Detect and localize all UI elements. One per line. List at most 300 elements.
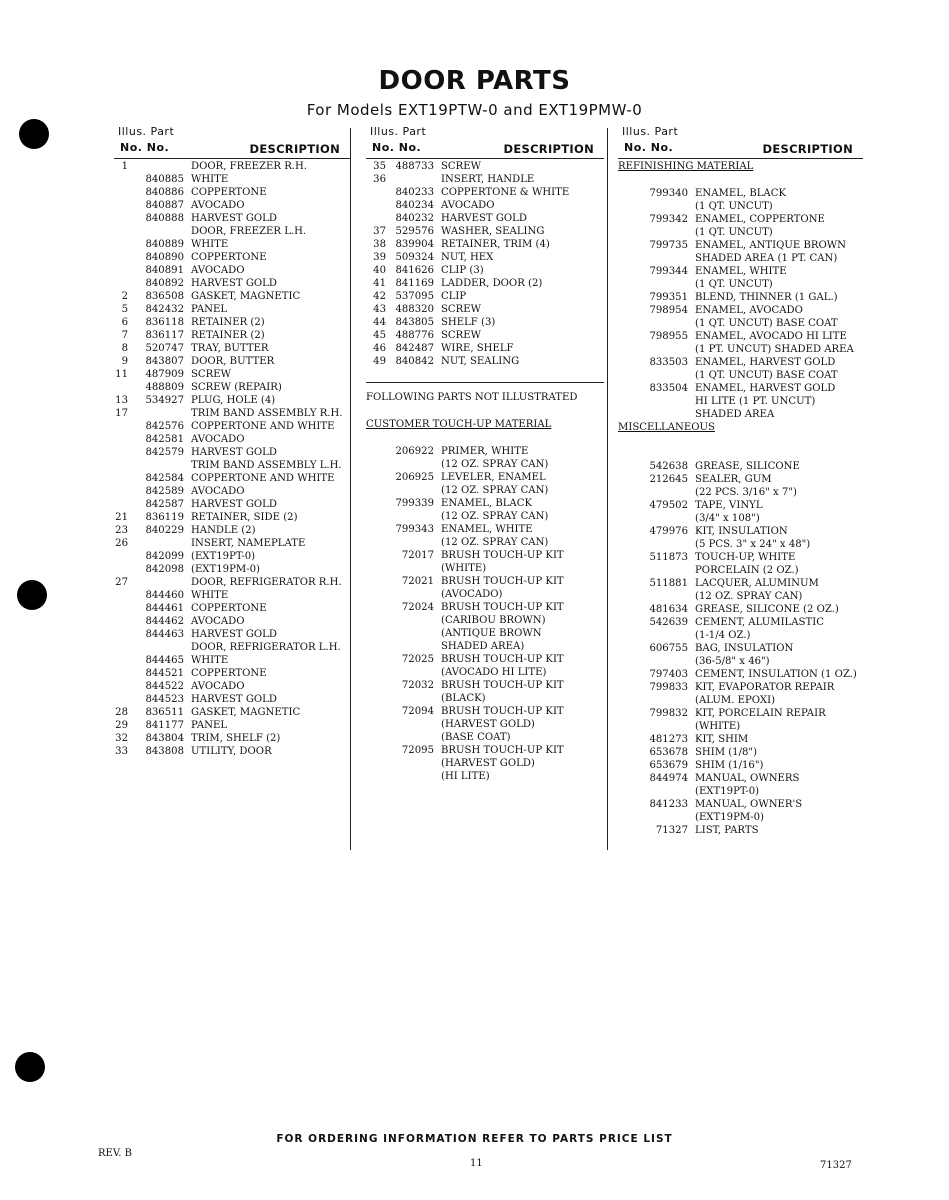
part-description: AVOCADO bbox=[191, 200, 245, 211]
part-row bbox=[114, 498, 350, 511]
part-description: (EXT19PT-0) bbox=[191, 551, 256, 562]
part-number bbox=[386, 627, 434, 640]
illus-number bbox=[114, 615, 128, 628]
section-heading-miscellaneous: MISCELLANEOUS bbox=[618, 422, 715, 433]
part-description: (1 QT. UNCUT) bbox=[695, 279, 773, 290]
illus-number bbox=[366, 718, 386, 731]
part-description: (12 OZ. SPRAY CAN) bbox=[441, 485, 549, 496]
illus-number bbox=[114, 589, 128, 602]
part-description: SCREW (REPAIR) bbox=[191, 382, 282, 393]
part-row bbox=[114, 680, 350, 693]
part-description: DOOR, BUTTER bbox=[191, 356, 275, 367]
part-description: RETAINER (2) bbox=[191, 330, 265, 341]
part-description: AVOCADO bbox=[191, 681, 245, 692]
illus-number: 36 bbox=[373, 174, 386, 185]
part-row bbox=[618, 616, 863, 629]
part-row bbox=[366, 264, 604, 277]
part-description: KIT, INSULATION bbox=[695, 526, 788, 537]
part-description: ENAMEL, COPPERTONE bbox=[695, 214, 825, 225]
part-description: HARVEST GOLD bbox=[191, 213, 277, 224]
illus-number bbox=[366, 186, 386, 199]
part-row bbox=[618, 499, 863, 512]
part-description: SHADED AREA (1 PT. CAN) bbox=[695, 253, 838, 264]
parts-list bbox=[366, 445, 604, 783]
part-row bbox=[366, 705, 604, 718]
part-row bbox=[618, 798, 863, 811]
section-heading-refinishing: REFINISHING MATERIAL bbox=[618, 161, 754, 172]
illus-number bbox=[366, 627, 386, 640]
part-number bbox=[618, 590, 688, 603]
part-description: LEVELER, ENAMEL bbox=[441, 472, 546, 483]
part-description: GASKET, MAGNETIC bbox=[191, 291, 301, 302]
part-description: AVOCADO bbox=[191, 265, 245, 276]
spacer bbox=[618, 434, 863, 460]
part-row bbox=[114, 186, 350, 199]
illus-number bbox=[366, 614, 386, 627]
part-row bbox=[366, 510, 604, 523]
part-row bbox=[618, 733, 863, 746]
part-row bbox=[618, 239, 863, 252]
illus-number: 43 bbox=[373, 304, 386, 315]
part-description: COPPERTONE bbox=[191, 252, 267, 263]
part-description: (EXT19PM-0) bbox=[695, 812, 764, 823]
part-description: BAG, INSULATION bbox=[695, 643, 794, 654]
illus-number: 35 bbox=[373, 161, 386, 172]
parts-column-2 bbox=[366, 124, 604, 783]
part-description: RETAINER, SIDE (2) bbox=[191, 512, 298, 523]
part-number bbox=[618, 629, 688, 642]
document-code: 71327 bbox=[820, 1160, 852, 1171]
part-row bbox=[114, 225, 350, 238]
part-description: (ALUM. EPOXI) bbox=[695, 695, 776, 706]
illus-number bbox=[114, 199, 128, 212]
part-number: 841169 bbox=[395, 278, 434, 289]
part-description: SHADED AREA bbox=[695, 409, 775, 420]
part-number: 798955 bbox=[649, 331, 688, 342]
part-description: BRUSH TOUCH-UP KIT bbox=[441, 706, 564, 717]
part-number bbox=[128, 407, 184, 420]
part-row bbox=[366, 238, 604, 251]
illus-number bbox=[114, 264, 128, 277]
part-row bbox=[114, 628, 350, 641]
part-number: 844523 bbox=[145, 694, 184, 705]
part-row bbox=[618, 252, 863, 265]
illus-number bbox=[366, 731, 386, 744]
part-row bbox=[366, 744, 604, 757]
part-number: 212645 bbox=[649, 474, 688, 485]
part-description: NUT, SEALING bbox=[441, 356, 520, 367]
part-description: COPPERTONE bbox=[191, 668, 267, 679]
part-description: DOOR, REFRIGERATOR L.H. bbox=[191, 642, 341, 653]
part-description: PANEL bbox=[191, 304, 228, 315]
illus-number bbox=[114, 381, 128, 394]
illus-number bbox=[366, 640, 386, 653]
part-description: BRUSH TOUCH-UP KIT bbox=[441, 550, 564, 561]
revision-label: REV. B bbox=[98, 1148, 133, 1159]
part-description: (ANTIQUE BROWN bbox=[441, 628, 542, 639]
illus-number bbox=[366, 199, 386, 212]
part-description: TRIM BAND ASSEMBLY R.H. bbox=[191, 408, 343, 419]
part-description: PRIMER, WHITE bbox=[441, 446, 529, 457]
part-row bbox=[114, 615, 350, 628]
part-row bbox=[114, 589, 350, 602]
part-number bbox=[618, 538, 688, 551]
part-row bbox=[366, 549, 604, 562]
part-description: SHIM (1/8") bbox=[695, 747, 758, 758]
part-number: 799832 bbox=[649, 708, 688, 719]
part-row bbox=[114, 316, 350, 329]
part-description: WIRE, SHELF bbox=[441, 343, 514, 354]
part-description: WHITE bbox=[191, 590, 229, 601]
part-row bbox=[114, 277, 350, 290]
not-illustrated-notice: FOLLOWING PARTS NOT ILLUSTRATED bbox=[366, 392, 578, 403]
part-number bbox=[386, 614, 434, 627]
part-number: 844521 bbox=[145, 668, 184, 679]
part-row bbox=[618, 551, 863, 564]
part-number: 842432 bbox=[145, 304, 184, 315]
part-number: 842098 bbox=[145, 564, 184, 575]
illus-number: 7 bbox=[121, 330, 128, 341]
illus-number bbox=[366, 601, 386, 614]
description-label: DESCRIPTION bbox=[503, 142, 594, 156]
no-no-label: No. No. bbox=[372, 141, 422, 154]
part-number: 799735 bbox=[649, 240, 688, 251]
illus-number bbox=[114, 680, 128, 693]
part-description: (1-1/4 OZ.) bbox=[695, 630, 751, 641]
part-row bbox=[618, 759, 863, 772]
part-number: 799344 bbox=[649, 266, 688, 277]
part-row bbox=[114, 472, 350, 485]
illus-number bbox=[114, 485, 128, 498]
part-row bbox=[114, 459, 350, 472]
part-number bbox=[618, 512, 688, 525]
illus-number bbox=[114, 563, 128, 576]
part-number: 534927 bbox=[145, 395, 184, 406]
part-description: NUT, HEX bbox=[441, 252, 494, 263]
illus-part-label: Illus. Part bbox=[370, 125, 427, 138]
part-description: KIT, SHIM bbox=[695, 734, 749, 745]
parts-list bbox=[618, 460, 863, 837]
part-number: 72095 bbox=[401, 745, 434, 756]
part-number: 488733 bbox=[395, 161, 434, 172]
part-number: 799343 bbox=[395, 524, 434, 535]
part-description: DOOR, REFRIGERATOR R.H. bbox=[191, 577, 342, 588]
part-row bbox=[114, 368, 350, 381]
part-description: (1 PT. UNCUT) SHADED AREA bbox=[695, 344, 854, 355]
part-row bbox=[618, 317, 863, 330]
no-no-label: No. No. bbox=[624, 141, 674, 154]
part-number: 542639 bbox=[649, 617, 688, 628]
part-row bbox=[366, 770, 604, 783]
illus-number: 41 bbox=[373, 278, 386, 289]
part-row bbox=[618, 226, 863, 239]
part-number bbox=[128, 225, 184, 238]
part-number: 844461 bbox=[145, 603, 184, 614]
illus-number: 40 bbox=[373, 265, 386, 276]
part-description: WHITE bbox=[191, 174, 229, 185]
part-number: 843807 bbox=[145, 356, 184, 367]
part-row bbox=[114, 342, 350, 355]
part-description: LACQUER, ALUMINUM bbox=[695, 578, 819, 589]
part-description: CEMENT, INSULATION (1 OZ.) bbox=[695, 669, 857, 680]
part-number bbox=[386, 484, 434, 497]
part-number: 842581 bbox=[145, 434, 184, 445]
part-row bbox=[618, 642, 863, 655]
part-row bbox=[618, 668, 863, 681]
part-number bbox=[618, 564, 688, 577]
part-description: ENAMEL, AVOCADO bbox=[695, 305, 803, 316]
part-description: WHITE bbox=[191, 655, 229, 666]
part-row bbox=[114, 576, 350, 589]
part-description: BRUSH TOUCH-UP KIT bbox=[441, 745, 564, 756]
part-description: LIST, PARTS bbox=[695, 825, 759, 836]
part-row bbox=[114, 264, 350, 277]
part-number: 799342 bbox=[649, 214, 688, 225]
part-number: 606755 bbox=[649, 643, 688, 654]
illus-number: 38 bbox=[373, 239, 386, 250]
illus-number bbox=[114, 446, 128, 459]
part-description: ENAMEL, BLACK bbox=[441, 498, 532, 509]
part-description: (12 OZ. SPRAY CAN) bbox=[441, 537, 549, 548]
part-number bbox=[618, 226, 688, 239]
part-number: 844460 bbox=[145, 590, 184, 601]
part-description: COPPERTONE AND WHITE bbox=[191, 421, 335, 432]
illus-number bbox=[366, 744, 386, 757]
illus-number bbox=[366, 562, 386, 575]
part-description: SCREW bbox=[441, 161, 481, 172]
part-number: 481634 bbox=[649, 604, 688, 615]
illus-number: 26 bbox=[115, 538, 128, 549]
part-row bbox=[114, 654, 350, 667]
part-row bbox=[618, 629, 863, 642]
part-description: SCREW bbox=[441, 304, 481, 315]
illus-number bbox=[114, 225, 128, 238]
part-row bbox=[114, 485, 350, 498]
part-description: RETAINER, TRIM (4) bbox=[441, 239, 550, 250]
part-description: INSERT, NAMEPLATE bbox=[191, 538, 306, 549]
part-description: SCREW bbox=[191, 369, 231, 380]
illus-number: 37 bbox=[373, 226, 386, 237]
part-number: 841177 bbox=[145, 720, 184, 731]
part-row bbox=[114, 290, 350, 303]
part-number: 836119 bbox=[145, 512, 184, 523]
illus-number bbox=[366, 549, 386, 562]
part-description: ENAMEL, HARVEST GOLD bbox=[695, 357, 836, 368]
illus-number: 28 bbox=[115, 707, 128, 718]
part-description: (12 OZ. SPRAY CAN) bbox=[441, 459, 549, 470]
part-description: (AVOCADO) bbox=[441, 589, 503, 600]
illus-number bbox=[114, 498, 128, 511]
part-number: 487909 bbox=[145, 369, 184, 380]
illus-number bbox=[366, 212, 386, 225]
illus-number bbox=[366, 692, 386, 705]
part-number: 840229 bbox=[145, 525, 184, 536]
part-row bbox=[366, 199, 604, 212]
part-number: 479976 bbox=[649, 526, 688, 537]
illus-number bbox=[366, 510, 386, 523]
part-row bbox=[618, 278, 863, 291]
part-row bbox=[618, 265, 863, 278]
part-number: 836118 bbox=[145, 317, 184, 328]
no-no-label: No. No. bbox=[120, 141, 170, 154]
part-row bbox=[366, 731, 604, 744]
part-number: 843805 bbox=[395, 317, 434, 328]
illus-number bbox=[114, 602, 128, 615]
part-description: UTILITY, DOOR bbox=[191, 746, 272, 757]
part-description: HI LITE (1 PT. UNCUT) bbox=[695, 396, 816, 407]
illus-number: 21 bbox=[115, 512, 128, 523]
illus-number bbox=[366, 770, 386, 783]
part-description: DOOR, FREEZER L.H. bbox=[191, 226, 307, 237]
part-number: 842099 bbox=[145, 551, 184, 562]
part-number bbox=[386, 757, 434, 770]
part-number: 799339 bbox=[395, 498, 434, 509]
binder-hole-middle bbox=[17, 580, 47, 610]
part-row bbox=[114, 251, 350, 264]
parts-column-1 bbox=[114, 124, 350, 758]
part-row bbox=[114, 329, 350, 342]
part-row bbox=[618, 538, 863, 551]
part-description: PANEL bbox=[191, 720, 228, 731]
part-description: HARVEST GOLD bbox=[441, 213, 527, 224]
part-row bbox=[366, 186, 604, 199]
illus-number: 27 bbox=[115, 577, 128, 588]
part-row bbox=[366, 484, 604, 497]
part-row bbox=[618, 590, 863, 603]
illus-number bbox=[366, 588, 386, 601]
part-number: 206922 bbox=[395, 446, 434, 457]
part-row bbox=[114, 407, 350, 420]
part-row bbox=[618, 785, 863, 798]
part-description: HARVEST GOLD bbox=[191, 629, 277, 640]
part-number bbox=[128, 459, 184, 472]
part-row bbox=[114, 303, 350, 316]
part-number: 653678 bbox=[649, 747, 688, 758]
part-row bbox=[366, 588, 604, 601]
part-number: 843808 bbox=[145, 746, 184, 757]
part-description: ENAMEL, BLACK bbox=[695, 188, 786, 199]
part-row bbox=[366, 316, 604, 329]
part-number: 509324 bbox=[395, 252, 434, 263]
part-description: AVOCADO bbox=[191, 486, 245, 497]
part-description: (EXT19PT-0) bbox=[695, 786, 760, 797]
illus-number bbox=[366, 666, 386, 679]
part-row bbox=[114, 537, 350, 550]
part-row bbox=[114, 212, 350, 225]
illus-number bbox=[114, 654, 128, 667]
illus-number bbox=[114, 693, 128, 706]
part-number bbox=[386, 731, 434, 744]
part-row bbox=[366, 562, 604, 575]
part-number: 842579 bbox=[145, 447, 184, 458]
part-row bbox=[114, 511, 350, 524]
part-row bbox=[618, 577, 863, 590]
part-number: 488320 bbox=[395, 304, 434, 315]
part-number bbox=[386, 562, 434, 575]
illus-number: 44 bbox=[373, 317, 386, 328]
part-number: 511873 bbox=[649, 552, 688, 563]
part-description: PLUG, HOLE (4) bbox=[191, 395, 276, 406]
illus-number bbox=[366, 458, 386, 471]
illus-number: 11 bbox=[115, 369, 128, 380]
column-header bbox=[114, 124, 350, 160]
part-number bbox=[386, 666, 434, 679]
part-row bbox=[618, 213, 863, 226]
part-description: SCREW bbox=[441, 330, 481, 341]
part-row bbox=[366, 718, 604, 731]
part-number bbox=[618, 317, 688, 330]
part-number bbox=[618, 278, 688, 291]
parts-list bbox=[114, 160, 350, 758]
part-description: (36-5/8" x 46") bbox=[695, 656, 770, 667]
part-description: (HARVEST GOLD) bbox=[441, 719, 535, 730]
part-description: SHIM (1/16") bbox=[695, 760, 764, 771]
part-number bbox=[618, 811, 688, 824]
part-number: 72017 bbox=[401, 550, 434, 561]
part-description: (12 OZ. SPRAY CAN) bbox=[695, 591, 803, 602]
part-row bbox=[366, 627, 604, 640]
part-number: 72021 bbox=[401, 576, 434, 587]
part-description: RETAINER (2) bbox=[191, 317, 265, 328]
part-description: COPPERTONE & WHITE bbox=[441, 187, 570, 198]
part-description: SEALER, GUM bbox=[695, 474, 772, 485]
header-rule bbox=[618, 158, 863, 159]
part-number bbox=[618, 486, 688, 499]
part-number bbox=[386, 718, 434, 731]
part-number: 840234 bbox=[395, 200, 434, 211]
part-description: AVOCADO bbox=[191, 616, 245, 627]
illus-number bbox=[114, 238, 128, 251]
part-number: 481273 bbox=[649, 734, 688, 745]
part-description: AVOCADO bbox=[441, 200, 495, 211]
part-description: COPPERTONE AND WHITE bbox=[191, 473, 335, 484]
part-number: 542638 bbox=[649, 461, 688, 472]
part-description: BRUSH TOUCH-UP KIT bbox=[441, 654, 564, 665]
part-description: (22 PCS. 3/16" x 7") bbox=[695, 487, 797, 498]
part-row bbox=[618, 460, 863, 473]
part-row bbox=[366, 666, 604, 679]
part-number bbox=[618, 369, 688, 382]
illus-number: 6 bbox=[121, 317, 128, 328]
part-row bbox=[366, 173, 604, 186]
part-number bbox=[128, 641, 184, 654]
part-number bbox=[618, 655, 688, 668]
part-number: 844465 bbox=[145, 655, 184, 666]
part-row bbox=[618, 356, 863, 369]
part-description: ENAMEL, AVOCADO HI LITE bbox=[695, 331, 847, 342]
part-number: 836508 bbox=[145, 291, 184, 302]
part-description: (CARIBOU BROWN) bbox=[441, 615, 546, 626]
part-description: HARVEST GOLD bbox=[191, 499, 277, 510]
part-description: GREASE, SILICONE (2 OZ.) bbox=[695, 604, 839, 615]
part-row bbox=[114, 394, 350, 407]
part-row bbox=[114, 745, 350, 758]
part-number bbox=[618, 252, 688, 265]
part-row bbox=[114, 641, 350, 654]
part-number bbox=[386, 588, 434, 601]
part-row bbox=[618, 564, 863, 577]
part-row bbox=[366, 458, 604, 471]
part-description: (HARVEST GOLD) bbox=[441, 758, 535, 769]
part-row bbox=[618, 720, 863, 733]
part-number: 843804 bbox=[145, 733, 184, 744]
part-description: BRUSH TOUCH-UP KIT bbox=[441, 680, 564, 691]
part-description: SHELF (3) bbox=[441, 317, 496, 328]
column-divider-1 bbox=[350, 128, 351, 850]
part-number bbox=[618, 343, 688, 356]
part-description: (WHITE) bbox=[441, 563, 487, 574]
illus-part-label: Illus. Part bbox=[622, 125, 679, 138]
